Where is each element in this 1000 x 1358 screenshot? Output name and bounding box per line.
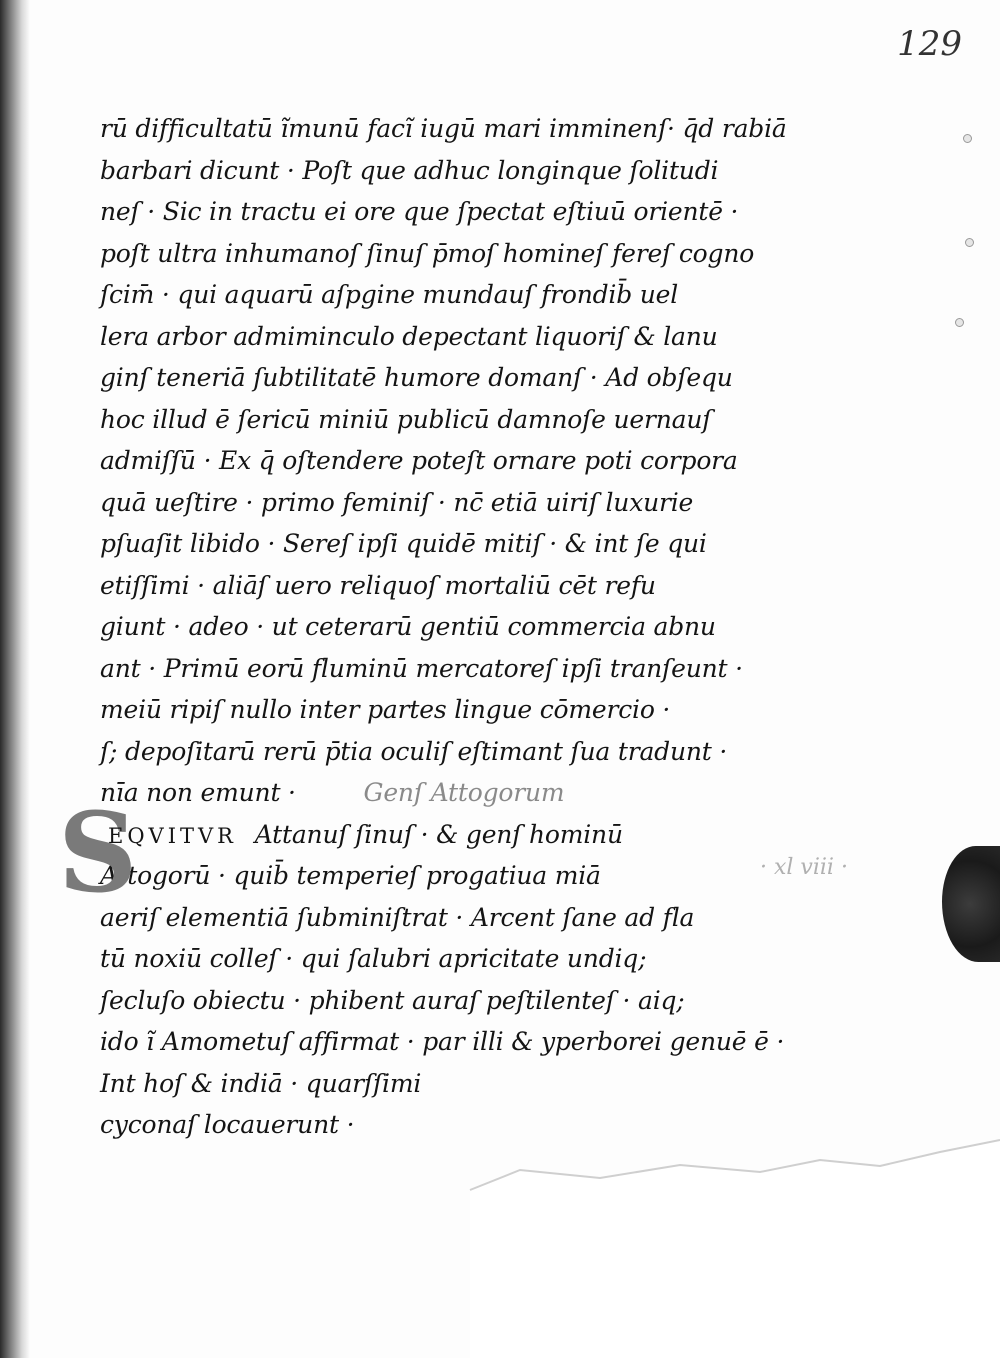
margin-dot — [963, 134, 972, 143]
text-line: barbari dicunt · Poſt que adhuc longinque ſolitudi — [100, 155, 719, 185]
manuscript-text — [58, 108, 860, 1146]
text-line: meiū ripiſ nullo inter partes lingue cōmercio · — [100, 695, 671, 724]
text-line-end: nīa non emunt · — [100, 778, 296, 807]
folio-number: 129 — [897, 24, 962, 64]
text-line — [100, 772, 860, 814]
text-line: lera arbor admiminculo depectant liquoriſ & lanu — [100, 321, 718, 351]
text-line: neſ · Sic in tractu ei ore que ſpectat eſtiuū orientē · — [100, 197, 739, 226]
text-line: ginſ teneriā ſubtilitatē humore domanſ · Ad obſequ — [100, 363, 733, 392]
text-line: ſcim̄ · qui aquarū aſpgine mundauſ frondib̄ uel — [100, 280, 679, 309]
text-line-continuation: Attanuſ ſinuſ · & genſ hominū — [254, 819, 623, 849]
margin-dot — [965, 238, 974, 247]
text-line: tū noxiū colleſ · qui ſalubri apricitate undiq; — [100, 944, 647, 973]
text-line: quā ueſtire · primo feminiſ · nc̄ etiā uiriſ luxurie — [100, 487, 694, 517]
rubric: Genſ Attogorum — [363, 778, 565, 807]
text-line: admiſſū · Ex q̄ oſtendere poteſt ornare poti corpora — [100, 446, 738, 475]
text-line: ſ; depoſitarū rerū p̄tia oculiſ eſtimant ſua tradunt · — [100, 736, 728, 766]
text-line: pſuaſit libido · Sereſ ipſi quidē mitiſ · & int ſe qui — [100, 529, 707, 558]
text-line — [108, 814, 623, 856]
text-line: ſecluſo obiectu · phibent auraſ peſtilenteſ · aiq; — [100, 985, 685, 1015]
sequitur-word: EQVITVR — [108, 823, 237, 848]
text-line: Attogorū · quib̄ temperieſ progatiua miā — [100, 861, 601, 890]
text-line: Int hoſ & indiā · quarſſimi — [100, 1068, 422, 1098]
text-line: poſt ultra inhumanoſ ſinuſ p̄moſ homineſ fereſ cogno — [100, 238, 755, 268]
text-line: etiſſimi · aliāſ uero reliquoſ mortaliū cēt refu — [100, 570, 656, 600]
text-line: rū difficultatū ĩmunū facĩ iugū mari imminenſ· q̄d rabiā — [100, 114, 787, 143]
text-line: cyconaſ locauerunt · — [100, 1110, 355, 1139]
text-line: ido ĩ Amometuſ affirmat · par illi & yperborei genuē ē · — [100, 1027, 785, 1056]
margin-dot — [955, 318, 964, 327]
text-line: ant · Primū eorū fluminū mercatoreſ ipſi tranſeunt · — [100, 653, 743, 683]
text-line: giunt · adeo · ut ceterarū gentiū commercia abnu — [100, 612, 716, 641]
margin-note: · xl viii · — [760, 855, 848, 880]
text-line: hoc illud ē ſericū miniū publicū damnoſe uernauſ — [100, 404, 712, 434]
decorated-initial: S — [58, 787, 138, 917]
text-line: aeriſ elementiā ſubminiſtrat · Arcent ſane ad fla — [100, 902, 695, 932]
